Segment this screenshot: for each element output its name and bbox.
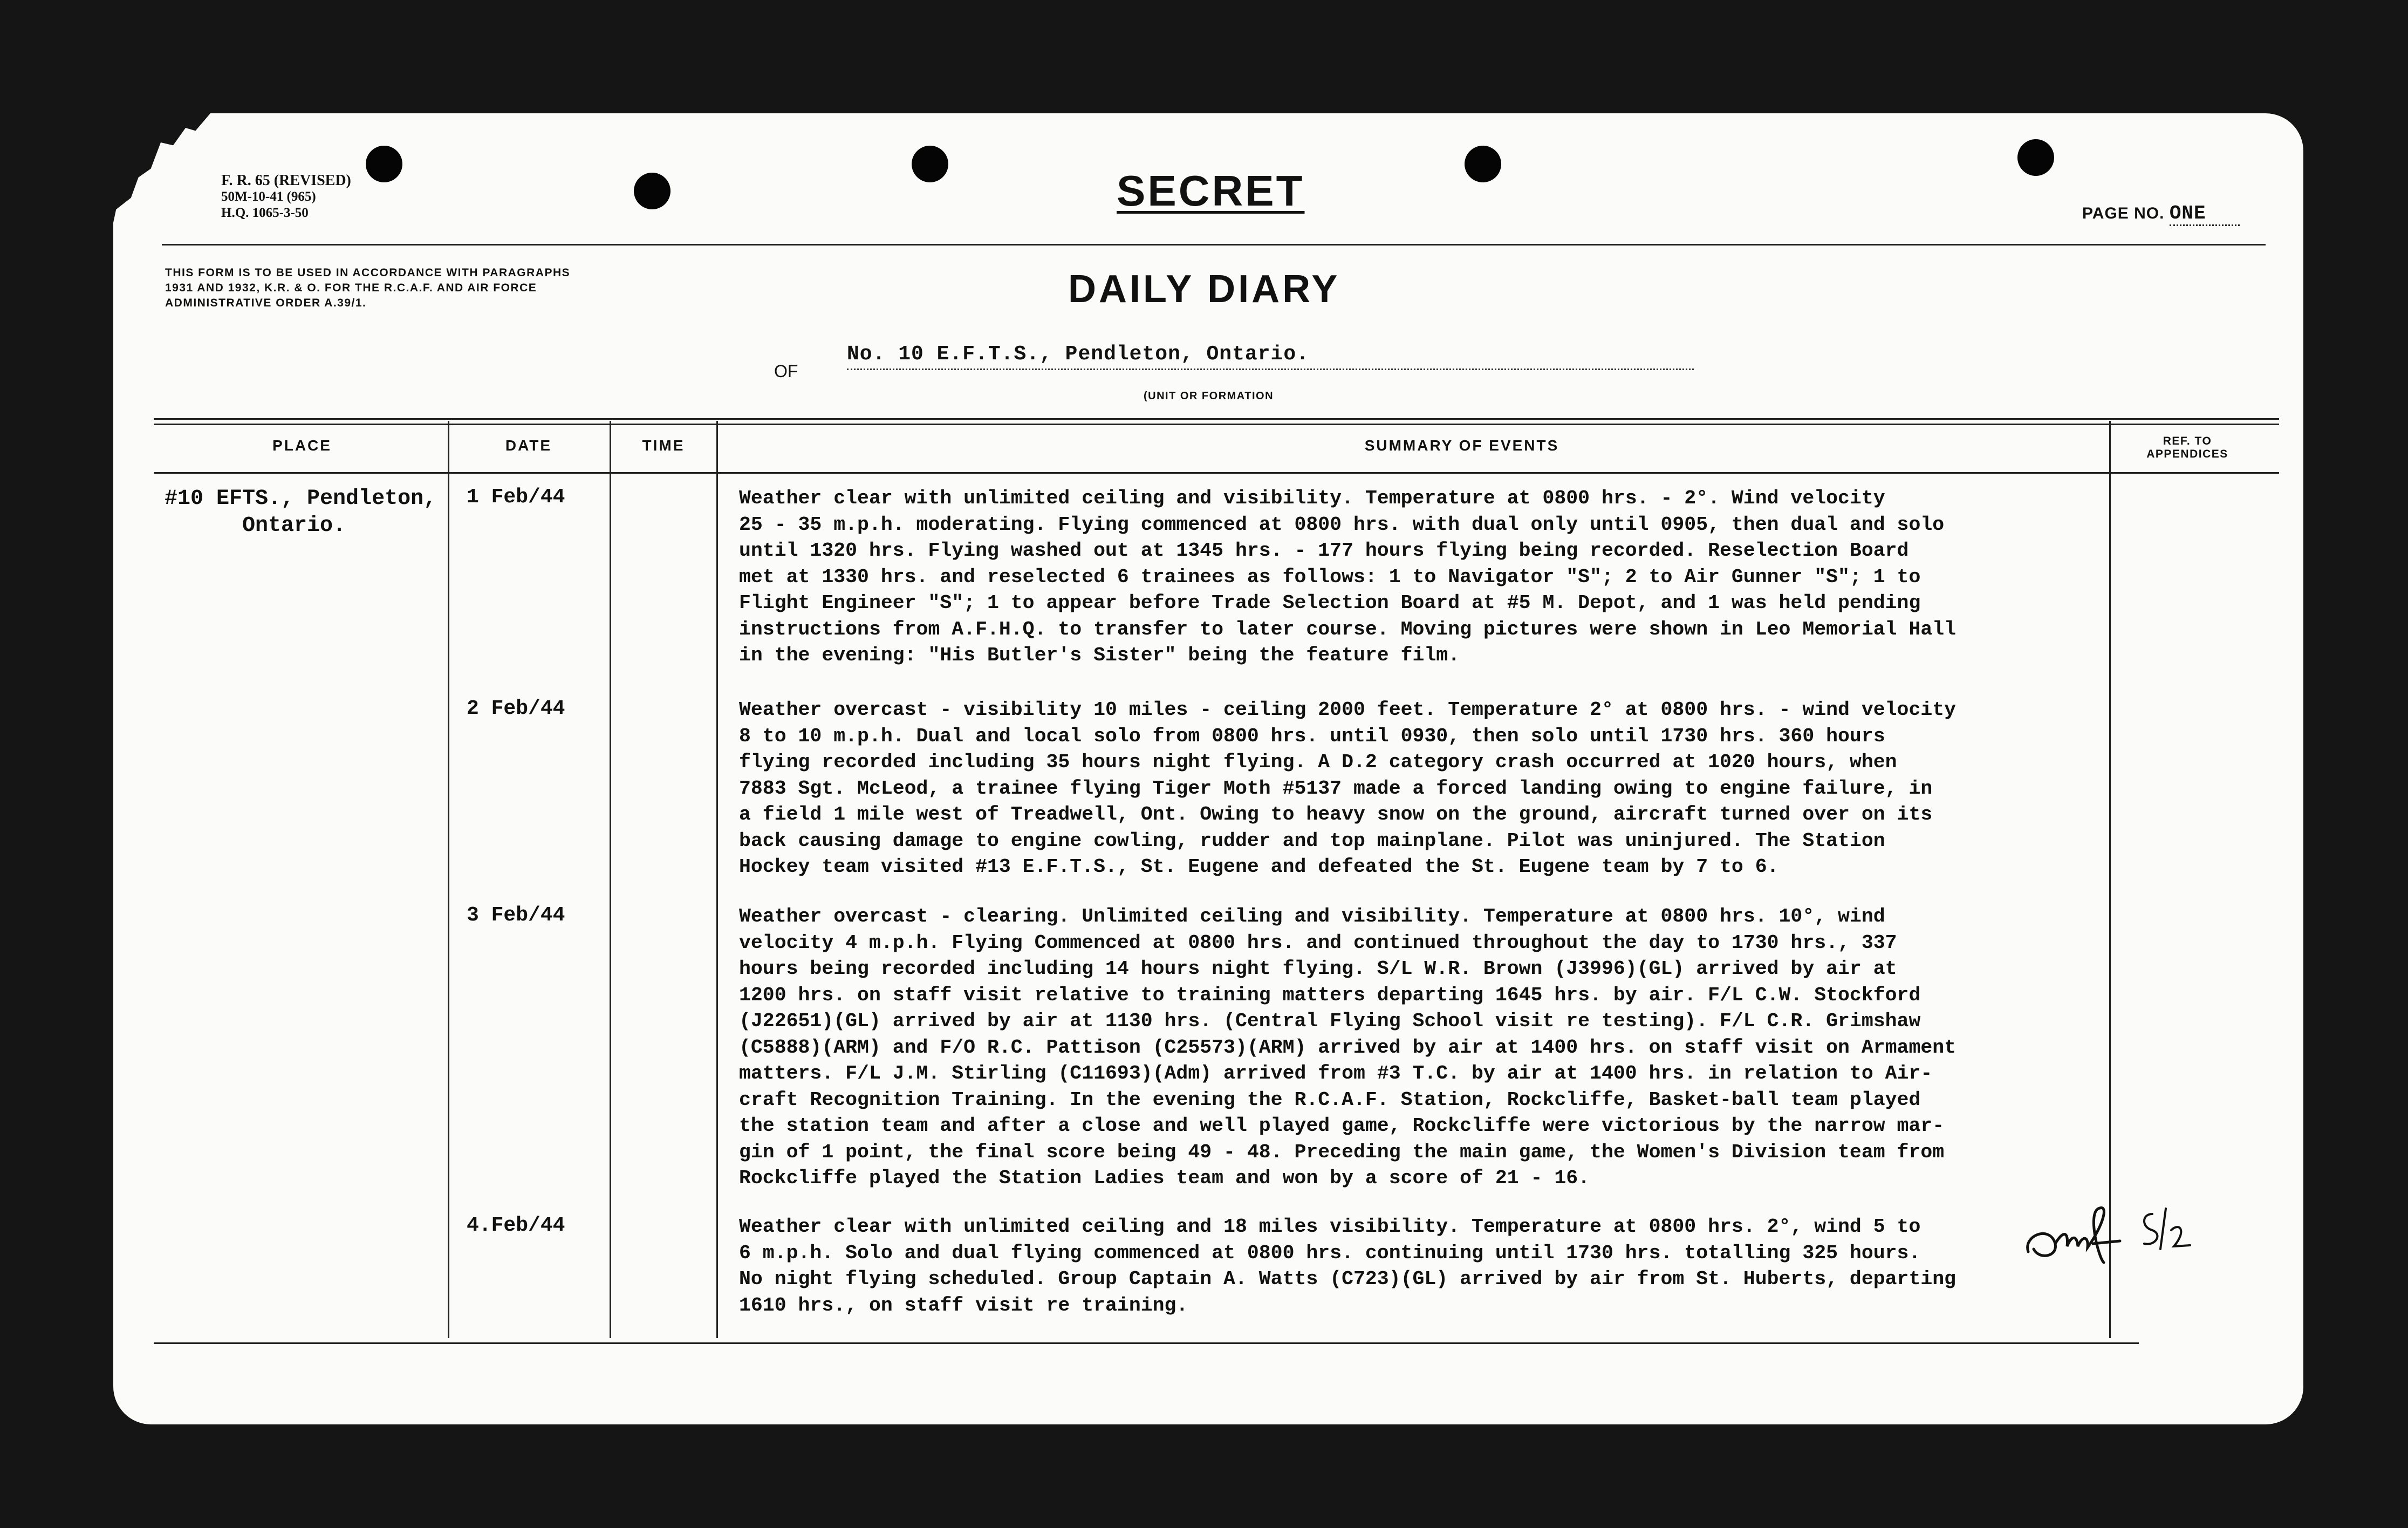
summary-line: gin of 1 point, the final score being 49 - 48. Preceding the main game, the Women's Division team from <box>739 1141 1945 1163</box>
form-instructions: THIS FORM IS TO BE USED IN ACCORDANCE WITH PARAGRAPHS 1931 AND 1932, K.R. & O. FOR THE R.C.A.F. AND AIR FORCE ADMINISTRATIVE ORDER A.39/1. <box>165 267 571 309</box>
entry-summary <box>739 1214 2233 1319</box>
table-bottom-rule <box>154 1342 2139 1344</box>
column-header-place: PLACE <box>272 437 332 454</box>
summary-line: (C5888)(ARM) and F/O R.C. Pattison (C25573)(ARM) arrived by air at 1400 hrs. on staff visit on Armament <box>739 1036 1957 1059</box>
handwritten-initials <box>2017 1192 2233 1273</box>
diary-form-sheet <box>113 113 2303 1424</box>
page-number-value: ONE <box>2170 202 2240 226</box>
summary-line: 1200 hrs. on staff visit relative to training matters departing 1645 hrs. by air. F/L C.W. Stockford <box>739 984 1921 1006</box>
place-line2: Ontario. <box>242 514 346 538</box>
form-number-block <box>221 173 351 221</box>
security-classification: SECRET <box>1117 167 1305 215</box>
punch-hole <box>912 146 948 182</box>
entry-summary <box>739 904 2233 1192</box>
summary-line: back causing damage to engine cowling, rudder and top mainplane. Pilot was uninjured. The Station <box>739 829 1885 852</box>
summary-line: in the evening: "His Butler's Sister" being the feature film. <box>739 644 1460 666</box>
page-number-label: PAGE NO. <box>2082 204 2165 222</box>
table-top-rule-2 <box>154 424 2279 425</box>
ref-header-line2: APPENDICES <box>2146 448 2228 460</box>
entry-date: 4.Feb/44 <box>467 1214 565 1237</box>
summary-line: matters. F/L J.M. Stirling (C11693)(Adm) arrived from #3 T.C. by air at 1400 hrs. in relation to Air- <box>739 1062 1933 1084</box>
summary-line: the station team and after a close and well played game, Rockcliffe were victorious by the narrow mar- <box>739 1115 1945 1137</box>
table-top-rule <box>154 418 2279 420</box>
summary-line: 8 to 10 m.p.h. Dual and local solo from 0800 hrs. until 0930, then solo until 1730 hrs. 360 hours <box>739 725 1885 747</box>
entry-summary <box>739 697 2233 881</box>
summary-line: Flight Engineer "S"; 1 to appear before Trade Selection Board at #5 M. Depot, and 1 was held pending <box>739 592 1921 614</box>
summary-line: Hockey team visited #13 E.F.T.S., St. Eugene and defeated the St. Eugene team by 7 to 6. <box>739 856 1779 878</box>
column-header-ref <box>2120 435 2255 461</box>
summary-line: Weather overcast - clearing. Unlimited ceiling and visibility. Temperature at 0800 hrs. 10°, wind <box>739 905 1885 927</box>
place-cell <box>165 486 445 540</box>
summary-line: 1610 hrs., on staff visit re training. <box>739 1294 1188 1316</box>
summary-line: craft Recognition Training. In the evening the R.C.A.F. Station, Rockcliffe, Basket-ball team played <box>739 1088 1921 1111</box>
punch-hole <box>366 146 402 182</box>
page-title: DAILY DIARY <box>1068 268 1340 311</box>
column-divider <box>448 421 449 1338</box>
summary-line: Weather clear with unlimited ceiling and 18 miles visibility. Temperature at 0800 hrs. 2°, wind 5 to <box>739 1216 1921 1238</box>
summary-line: velocity 4 m.p.h. Flying Commenced at 0800 hrs. and continued throughout the day to 1730 hrs., 337 <box>739 931 1897 954</box>
punch-hole <box>1465 146 1501 182</box>
column-header-date: DATE <box>505 437 552 454</box>
entry-date: 3 Feb/44 <box>467 904 565 927</box>
entry-date: 1 Feb/44 <box>467 486 565 509</box>
entry-date: 2 Feb/44 <box>467 697 565 720</box>
summary-line: until 1320 hrs. Flying washed out at 1345 hrs. - 177 hours flying being recorded. Reselection Board <box>739 540 1909 562</box>
summary-line: Rockcliffe played the Station Ladies team and won by a score of 21 - 16. <box>739 1167 1590 1189</box>
place-line1: #10 EFTS., Pendleton, <box>165 487 437 511</box>
summary-line: Weather overcast - visibility 10 miles - ceiling 2000 feet. Temperature 2° at 0800 hrs. - wind velocity <box>739 699 1957 721</box>
column-header-summary: SUMMARY OF EVENTS <box>1364 437 1559 454</box>
punch-hole <box>634 173 671 209</box>
unit-caption: (UNIT OR FORMATION <box>1144 390 1274 402</box>
column-divider <box>716 421 718 1338</box>
summary-line: a field 1 mile west of Treadwell, Ont. Owing to heavy snow on the ground, aircraft turned over on its <box>739 803 1933 826</box>
summary-line: flying recorded including 35 hours night flying. A D.2 category crash occurred at 1020 hours, when <box>739 751 1897 773</box>
summary-line: instructions from A.F.H.Q. to transfer to later course. Moving pictures were shown in Leo Memorial Hall <box>739 618 1957 640</box>
summary-line: hours being recorded including 14 hours night flying. S/L W.R. Brown (J3996)(GL) arrived by air at <box>739 958 1897 980</box>
form-number: F. R. 65 (REVISED) <box>221 172 351 189</box>
page-number-field <box>2082 202 2240 226</box>
summary-line: No night flying scheduled. Group Captain A. Watts (C723)(GL) arrived by air from St. Huberts, departing <box>739 1268 1957 1290</box>
punch-hole <box>2017 139 2054 176</box>
unit-field: No. 10 E.F.T.S., Pendleton, Ontario. <box>847 343 1694 370</box>
ref-header-line1: REF. TO <box>2163 435 2212 447</box>
summary-line: met at 1330 hrs. and reselected 6 trainees as follows: 1 to Navigator "S"; 2 to Air Gunner "S"; 1 to <box>739 565 1921 588</box>
entry-summary <box>739 486 2233 669</box>
column-header-time: TIME <box>642 437 685 454</box>
summary-line: (J22651)(GL) arrived by air at 1130 hrs. (Central Flying School visit re testing). F/L C.R. Grimshaw <box>739 1010 1921 1032</box>
column-divider <box>610 421 611 1338</box>
table-header-rule <box>154 472 2279 474</box>
summary-line: 7883 Sgt. McLeod, a trainee flying Tiger Moth #5137 made a forced landing owing to engine failure, in <box>739 777 1933 800</box>
form-hq-line: H.Q. 1065-3-50 <box>221 206 309 220</box>
form-print-line: 50M-10-41 (965) <box>221 189 316 204</box>
summary-line: Weather clear with unlimited ceiling and visibility. Temperature at 0800 hrs. - 2°. Wind velocity <box>739 487 1885 509</box>
summary-line: 25 - 35 m.p.h. moderating. Flying commenced at 0800 hrs. with dual only until 0905, then dual and solo <box>739 513 1945 536</box>
header-rule <box>162 244 2266 245</box>
summary-line: 6 m.p.h. Solo and dual flying commenced at 0800 hrs. continuing until 1730 hrs. totalling 325 hours. <box>739 1242 1921 1264</box>
unit-of-label: OF <box>774 361 798 381</box>
